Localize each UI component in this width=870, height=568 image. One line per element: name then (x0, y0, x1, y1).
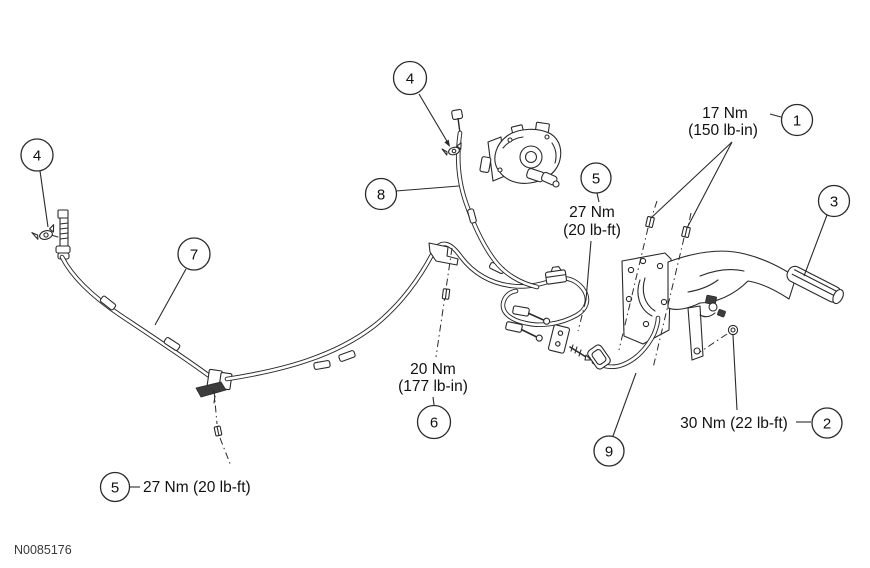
torque-27nm-center-line2: (20 lb-ft) (563, 222, 621, 239)
cable-equalizer (196, 369, 232, 403)
rear-cable-drawing (227, 243, 587, 379)
callout-2 (812, 408, 842, 438)
cable-ferrule (467, 208, 476, 223)
front-cable-drawing (31, 210, 232, 403)
cable-ferrule (338, 350, 355, 362)
cable-connector (545, 266, 567, 285)
rear-caliper-drawing (480, 122, 561, 187)
torque-27nm-center-line1: 27 Nm (569, 204, 615, 221)
callout-4-top-number: 4 (405, 70, 415, 88)
arrowhead (444, 140, 450, 147)
cable-ferrule (314, 360, 331, 369)
pivot-bolt (728, 325, 737, 334)
callout-5-center (581, 163, 611, 193)
torque-17nm-line2: (150 lb-in) (688, 122, 758, 139)
callout-3-number: 3 (829, 193, 839, 211)
torque-20nm-line2: (177 lb-in) (398, 378, 468, 395)
equalizer-nut (214, 426, 222, 436)
callout-8-number: 8 (376, 186, 386, 204)
callout-4-left (21, 139, 53, 171)
callout-4-top (394, 62, 427, 95)
cable-retainer-clip-left (31, 224, 58, 243)
callout-6-number: 6 (429, 414, 439, 432)
callout-7-number: 7 (189, 246, 199, 264)
callout-5-center-number: 5 (591, 170, 601, 188)
callout-5-bottom-number: 5 (110, 479, 120, 497)
callout-6 (418, 406, 451, 439)
mounting-bolt (682, 226, 691, 237)
callout-1 (782, 105, 813, 136)
figure-code: N0085176 (14, 543, 72, 557)
callout-4-left-number: 4 (32, 147, 42, 165)
callout-5-bottom (101, 473, 130, 502)
callout-9-number: 9 (604, 443, 614, 461)
torque-27nm-bottom: 27 Nm (20 lb-ft) (143, 479, 251, 496)
callout-1-number: 1 (792, 112, 802, 130)
torque-30nm: 30 Nm (22 lb-ft) (680, 415, 788, 432)
mounting-bolt (646, 216, 655, 227)
callout-2-number: 2 (822, 415, 832, 433)
callout-8 (366, 179, 397, 210)
callout-3 (819, 186, 850, 217)
bracket-bolt (442, 289, 450, 300)
cable-adjuster (56, 210, 70, 259)
torque-17nm-line1: 17 Nm (702, 105, 748, 122)
callout-7 (178, 238, 210, 270)
torque-20nm-line1: 20 Nm (410, 361, 456, 378)
clip-bracket (548, 324, 570, 353)
callout-9 (594, 436, 624, 466)
lever-assembly-drawing (548, 251, 846, 370)
